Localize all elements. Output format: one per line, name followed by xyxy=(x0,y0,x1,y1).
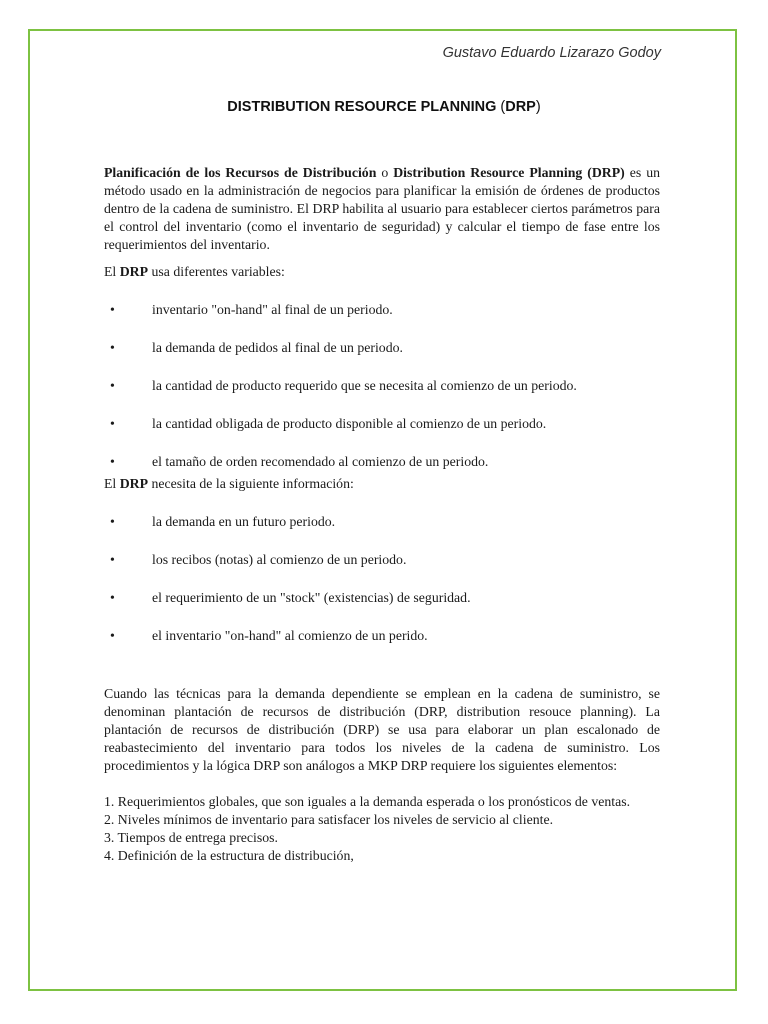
info-lead-suffix: necesita de la siguiente información: xyxy=(148,476,354,491)
numbered-item: 3. Tiempos de entrega precisos. xyxy=(104,830,278,845)
bullet-icon: • xyxy=(110,302,115,317)
list-item xyxy=(104,377,660,395)
list-item xyxy=(104,415,660,433)
bullet-icon: • xyxy=(110,628,115,643)
list-item xyxy=(104,339,660,357)
list-item-text: el requerimiento de un "stock" (existencias) de seguridad. xyxy=(152,590,471,605)
list-item-text: el tamaño de orden recomendado al comienzo de un periodo. xyxy=(152,454,489,469)
bullet-icon: • xyxy=(110,552,115,567)
intro-abbr: (DRP) xyxy=(582,165,625,180)
intro-connector: o xyxy=(376,165,394,180)
variables-lead-suffix: usa diferentes variables: xyxy=(148,264,285,279)
bullet-icon: • xyxy=(110,590,115,605)
document-body xyxy=(104,164,660,865)
title-close-paren: ) xyxy=(535,99,541,115)
list-item xyxy=(104,551,660,569)
numbered-item: 1. Requerimientos globales, que son iguales a la demanda esperada o los pronósticos de ventas. xyxy=(104,794,631,809)
title-main: DISTRIBUTION RESOURCE PLANNING xyxy=(227,99,501,115)
variables-lead xyxy=(104,263,660,281)
list-item xyxy=(104,513,660,531)
intro-term-en: Distribution Resource Planning xyxy=(393,165,583,180)
info-list xyxy=(104,513,660,645)
intro-paragraph xyxy=(104,164,660,254)
bullet-icon: • xyxy=(110,340,115,355)
intro-term-es: Planificación de los Recursos de Distribución xyxy=(104,165,377,180)
variables-lead-prefix: El xyxy=(104,264,120,279)
info-lead-prefix: El xyxy=(104,476,120,491)
info-lead xyxy=(104,475,660,493)
list-item-text: la cantidad de producto requerido que se necesita al comienzo de un periodo. xyxy=(152,378,577,393)
list-item xyxy=(104,589,660,607)
list-item xyxy=(104,627,660,645)
bullet-icon: • xyxy=(110,378,115,393)
list-item-text: la cantidad obligada de producto disponible al comienzo de un periodo. xyxy=(152,416,547,431)
numbered-item: 4. Definición de la estructura de distribución, xyxy=(104,848,354,863)
list-item xyxy=(104,453,660,471)
title-abbr: DRP xyxy=(505,99,536,115)
list-item-text: los recibos (notas) al comienzo de un periodo. xyxy=(152,552,407,567)
requirements-list xyxy=(104,793,660,865)
list-item-text: la demanda en un futuro periodo. xyxy=(152,514,336,529)
intro-text: es un método usado en la administración de negocios para planificar la emisión de órdenes de productos dentro de la cadena de suministro. El DRP habilita al usuario para establecer ciertos parámetros para el control del inventario (como el inventario de seguridad) y calcular el tiempo de fase entre los requerimientos del inventario. xyxy=(104,165,660,252)
variables-list xyxy=(104,301,660,471)
list-item xyxy=(104,301,660,319)
bullet-icon: • xyxy=(110,514,115,529)
bullet-icon: • xyxy=(110,416,115,431)
list-item-text: la demanda de pedidos al final de un periodo. xyxy=(152,340,403,355)
variables-lead-abbr: DRP xyxy=(119,264,149,279)
author-name: Gustavo Eduardo Lizarazo Godoy xyxy=(442,45,661,61)
bullet-icon: • xyxy=(110,454,115,469)
numbered-item: 2. Niveles mínimos de inventario para satisfacer los niveles de servicio al cliente. xyxy=(104,812,554,827)
document-title xyxy=(0,99,768,115)
info-lead-abbr: DRP xyxy=(119,476,149,491)
list-item-text: inventario "on-hand" al final de un periodo. xyxy=(152,302,393,317)
title-open-paren: ( xyxy=(500,99,506,115)
distribution-paragraph: Cuando las técnicas para la demanda dependiente se emplean en la cadena de suministro, se denominan plantación de recursos de distribución (DRP, distribution resouce planning). La plantación de recursos de distribución (DRP) se usa para elaborar un plan escalonado de reabastecimiento del inventario para todos los niveles de la cadena de suministro. Los procedimientos y la lógica DRP son análogos a MKP DRP requiere los siguientes elementos: xyxy=(104,686,660,773)
list-item-text: el inventario "on-hand" al comienzo de un perido. xyxy=(152,628,428,643)
